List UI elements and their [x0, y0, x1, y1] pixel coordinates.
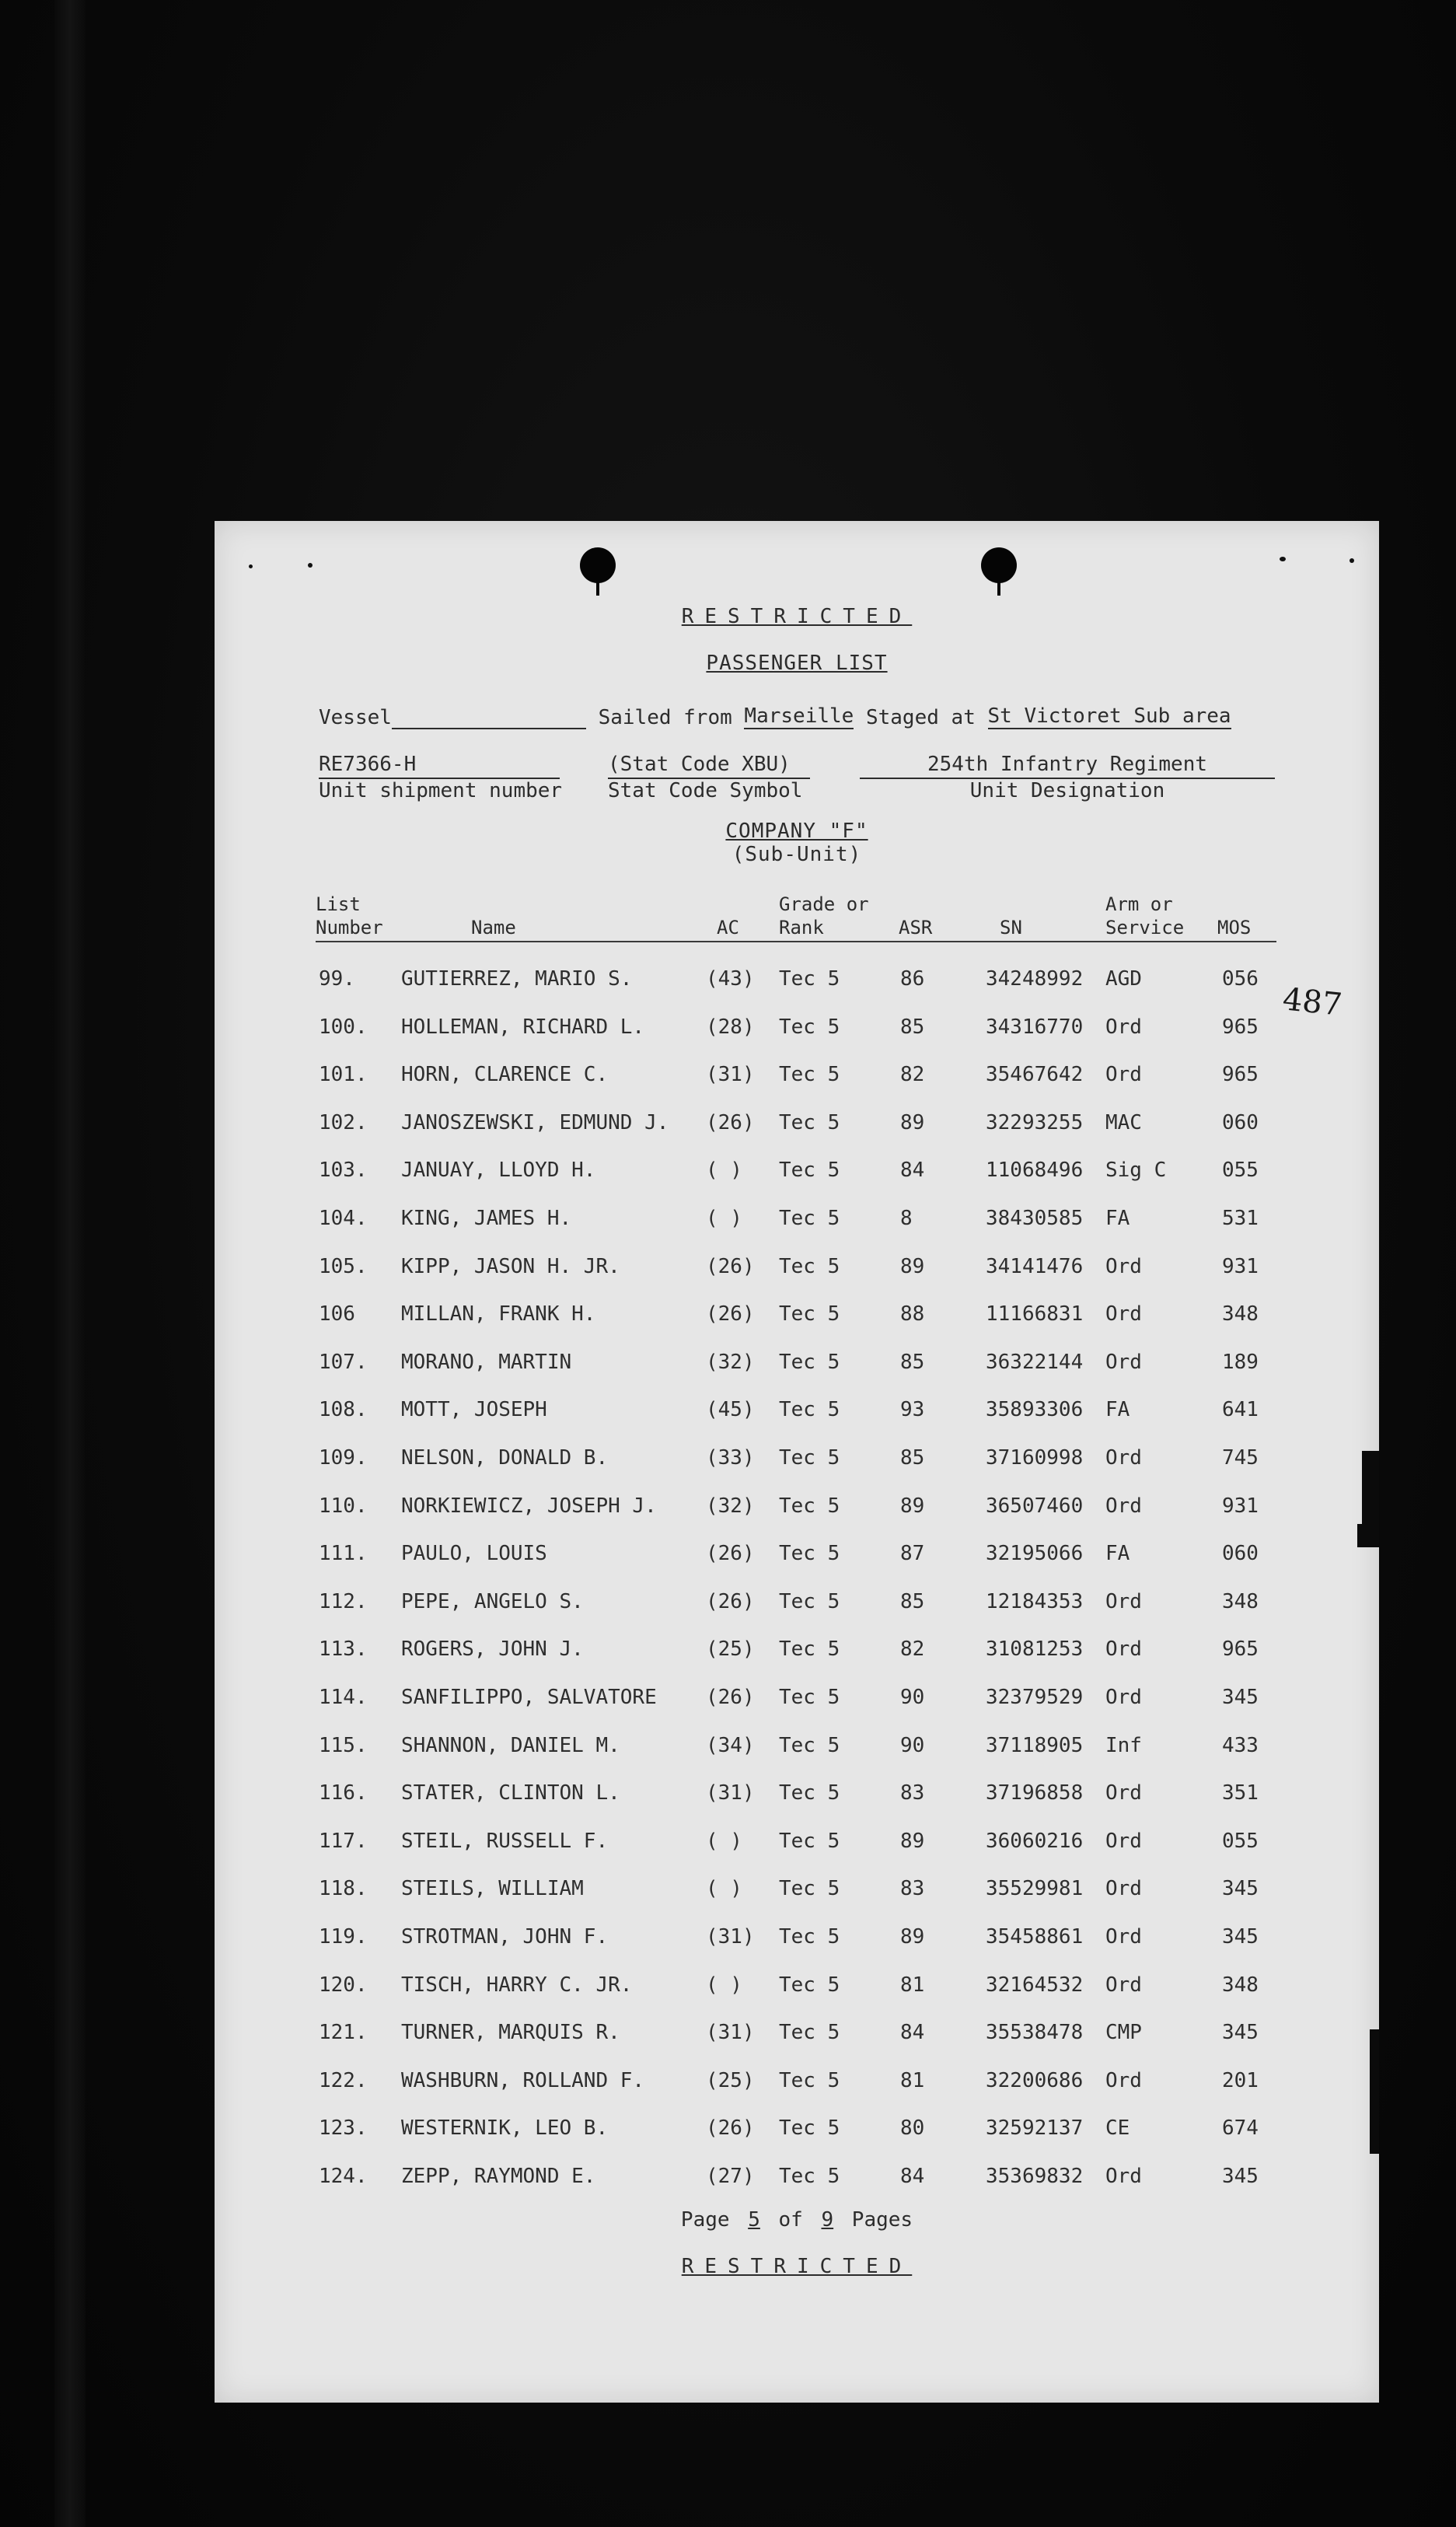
mos-code: 965 [1222, 1637, 1259, 1662]
list-number: 99. [319, 967, 355, 991]
list-number: 114. [319, 1686, 368, 1709]
age-code: ( ) [706, 1159, 742, 1183]
table-row [215, 1637, 1379, 1669]
grade-rank: Tec 5 [779, 2165, 840, 2188]
asr-score: 89 [900, 1110, 925, 1134]
list-number: 115. [319, 1733, 368, 1757]
age-code: (25) [706, 1637, 755, 1662]
arm-service: FA [1105, 1207, 1130, 1230]
passenger-name: JANOSZEWSKI, EDMUND J. [401, 1110, 669, 1134]
table-row [215, 1686, 1379, 1717]
unit-designation: 254th Infantry Regiment [860, 753, 1275, 779]
arm-service: Ord [1105, 1637, 1142, 1662]
mos-code: 531 [1222, 1207, 1259, 1230]
grade-rank: Tec 5 [779, 1829, 840, 1853]
shipment-field [319, 753, 562, 802]
age-code: (26) [706, 1302, 755, 1326]
age-code: (26) [706, 2116, 755, 2141]
serial-number: 32164532 [986, 1973, 1084, 1997]
passenger-name: MORANO, MARTIN [401, 1350, 572, 1374]
table-row [215, 1590, 1379, 1621]
age-code: (27) [706, 2165, 755, 2188]
serial-number: 32592137 [986, 2116, 1084, 2141]
list-number: 105. [319, 1254, 368, 1278]
page-total: 9 [821, 2208, 834, 2232]
asr-score: 81 [900, 1973, 925, 1997]
age-code: ( ) [706, 1973, 742, 1997]
serial-number: 36060216 [986, 1829, 1084, 1853]
asr-score: 88 [900, 1302, 925, 1326]
grade-rank: Tec 5 [779, 1589, 840, 1613]
mos-code: 201 [1222, 2068, 1259, 2092]
arm-service: Ord [1105, 1589, 1142, 1613]
serial-number: 35458861 [986, 1925, 1084, 1949]
passenger-name: TISCH, HARRY C. JR. [401, 1973, 633, 1997]
age-code: (26) [706, 1589, 755, 1613]
list-number: 120. [319, 1973, 368, 1997]
grade-rank: Tec 5 [779, 2068, 840, 2092]
document-page [215, 521, 1379, 2403]
arm-service: Ord [1105, 1925, 1142, 1949]
mos-code: 189 [1222, 1350, 1259, 1374]
header-rule [316, 941, 1276, 942]
list-number: 124. [319, 2165, 368, 2188]
age-code: (32) [706, 1350, 755, 1374]
col-sn: SN [1000, 917, 1022, 938]
asr-score: 84 [900, 2165, 925, 2188]
mos-code: 348 [1222, 1302, 1259, 1326]
table-row [215, 2021, 1379, 2052]
table-row [215, 2165, 1379, 2196]
mos-code: 965 [1222, 1015, 1259, 1039]
asr-score: 93 [900, 1398, 925, 1422]
mos-code: 055 [1222, 1159, 1259, 1183]
grade-rank: Tec 5 [779, 2116, 840, 2141]
mos-code: 345 [1222, 1877, 1259, 1901]
asr-score: 84 [900, 2021, 925, 2045]
age-code: (31) [706, 1781, 755, 1805]
asr-score: 85 [900, 1015, 925, 1039]
list-number: 110. [319, 1494, 368, 1518]
passenger-name: JANUAY, LLOYD H. [401, 1159, 596, 1183]
table-row [215, 1255, 1379, 1286]
age-code: (31) [706, 2021, 755, 2045]
table-row [215, 2116, 1379, 2148]
age-code: (26) [706, 1254, 755, 1278]
asr-score: 85 [900, 1446, 925, 1470]
table-row [215, 1446, 1379, 1477]
mos-code: 931 [1222, 1494, 1259, 1518]
mos-code: 351 [1222, 1781, 1259, 1805]
asr-score: 89 [900, 1494, 925, 1518]
restricted-footer: RESTRICTED [681, 2255, 913, 2278]
arm-service: Ord [1105, 1350, 1142, 1374]
age-code: (26) [706, 1686, 755, 1709]
col-age: AC [717, 917, 739, 938]
col-grade: Grade or Rank [779, 893, 869, 938]
serial-number: 36507460 [986, 1494, 1084, 1518]
vessel-line [319, 704, 1231, 729]
staged-value: St Victoret Sub area [987, 704, 1231, 728]
asr-score: 87 [900, 1542, 925, 1566]
list-number: 102. [319, 1110, 368, 1134]
asr-score: 83 [900, 1781, 925, 1805]
mos-code: 055 [1222, 1829, 1259, 1853]
passenger-name: PAULO, LOUIS [401, 1542, 547, 1566]
list-number: 104. [319, 1207, 368, 1230]
list-number: 119. [319, 1925, 368, 1949]
grade-rank: Tec 5 [779, 967, 840, 991]
grade-rank: Tec 5 [779, 1446, 840, 1470]
list-number: 117. [319, 1829, 368, 1853]
arm-service: Ord [1105, 1254, 1142, 1278]
mos-code: 348 [1222, 1589, 1259, 1613]
arm-service: AGD [1105, 967, 1142, 991]
grade-rank: Tec 5 [779, 1733, 840, 1757]
passenger-name: KING, JAMES H. [401, 1207, 572, 1230]
list-number: 101. [319, 1063, 368, 1087]
table-row [215, 1111, 1379, 1142]
table-row [215, 967, 1379, 998]
mos-code: 965 [1222, 1063, 1259, 1087]
list-number: 108. [319, 1398, 368, 1422]
serial-number: 34316770 [986, 1015, 1084, 1039]
list-number: 103. [319, 1159, 368, 1183]
mos-code: 348 [1222, 1973, 1259, 1997]
passenger-name: KIPP, JASON H. JR. [401, 1254, 620, 1278]
asr-score: 82 [900, 1637, 925, 1662]
passenger-name: GUTIERREZ, MARIO S. [401, 967, 633, 991]
table-row [215, 1925, 1379, 1956]
vessel-label: Vessel [319, 706, 392, 729]
grade-rank: Tec 5 [779, 1494, 840, 1518]
mos-code: 931 [1222, 1254, 1259, 1278]
table-row [215, 1542, 1379, 1573]
age-code: (34) [706, 1733, 755, 1757]
list-number: 116. [319, 1781, 368, 1805]
asr-score: 89 [900, 1925, 925, 1949]
list-number: 107. [319, 1350, 368, 1374]
age-code: (26) [706, 1542, 755, 1566]
table-row [215, 1398, 1379, 1429]
passenger-name: STATER, CLINTON L. [401, 1781, 620, 1805]
grade-rank: Tec 5 [779, 1877, 840, 1901]
restricted-header: RESTRICTED [681, 605, 913, 628]
arm-service: CMP [1105, 2021, 1142, 2045]
age-code: (33) [706, 1446, 755, 1470]
subunit-value: COMPANY "F" [725, 820, 868, 843]
list-number: 112. [319, 1589, 368, 1613]
arm-service: Ord [1105, 1877, 1142, 1901]
page-of: of [778, 2208, 803, 2232]
serial-number: 36322144 [986, 1350, 1084, 1374]
grade-rank: Tec 5 [779, 1207, 840, 1230]
table-row [215, 2069, 1379, 2100]
asr-score: 86 [900, 967, 925, 991]
page-suffix: Pages [851, 2208, 913, 2232]
age-code: (25) [706, 2068, 755, 2092]
vessel-value [392, 728, 586, 729]
passenger-name: SHANNON, DANIEL M. [401, 1733, 620, 1757]
passenger-name: MILLAN, FRANK H. [401, 1302, 596, 1326]
col-mos: MOS [1217, 917, 1252, 938]
table-row [215, 1063, 1379, 1094]
page-current: 5 [748, 2208, 760, 2232]
age-code: (28) [706, 1015, 755, 1039]
col-list-number: List Number [316, 893, 383, 938]
grade-rank: Tec 5 [779, 1398, 840, 1422]
margin-page-number: 487 [1280, 981, 1344, 1023]
serial-number: 37160998 [986, 1446, 1084, 1470]
col-arm-service: Arm or Service [1105, 893, 1185, 938]
grade-rank: Tec 5 [779, 1254, 840, 1278]
serial-number: 35529981 [986, 1877, 1084, 1901]
arm-service: Ord [1105, 2165, 1142, 2188]
age-code: (32) [706, 1494, 755, 1518]
serial-number: 35369832 [986, 2165, 1084, 2188]
stat-code-label: Stat Code Symbol [608, 779, 803, 802]
arm-service: Ord [1105, 1494, 1142, 1518]
arm-service: Ord [1105, 1015, 1142, 1039]
table-row [215, 1015, 1379, 1047]
arm-service: Ord [1105, 1446, 1142, 1470]
grade-rank: Tec 5 [779, 1973, 840, 1997]
passenger-name: WASHBURN, ROLLAND F. [401, 2068, 645, 2092]
subunit-label: (Sub-Unit) [731, 843, 862, 866]
passenger-name: WESTERNIK, LEO B. [401, 2116, 609, 2141]
serial-number: 34141476 [986, 1254, 1084, 1278]
page-indicator [215, 2208, 1379, 2232]
table-row [215, 1207, 1379, 1238]
page-prefix: Page [680, 2208, 730, 2232]
passenger-name: STEILS, WILLIAM [401, 1877, 584, 1901]
table-row [215, 1973, 1379, 2004]
age-code: ( ) [706, 1877, 742, 1901]
passenger-name: STEIL, RUSSELL F. [401, 1829, 609, 1853]
asr-score: 85 [900, 1350, 925, 1374]
passenger-name: HOLLEMAN, RICHARD L. [401, 1015, 645, 1039]
list-number: 106 [319, 1302, 355, 1326]
mos-code: 345 [1222, 2165, 1259, 2188]
serial-number: 32379529 [986, 1686, 1084, 1709]
arm-service: Ord [1105, 1829, 1142, 1853]
arm-service: MAC [1105, 1110, 1142, 1134]
age-code: ( ) [706, 1207, 742, 1230]
table-row [215, 1830, 1379, 1861]
grade-rank: Tec 5 [779, 1110, 840, 1134]
mos-code: 745 [1222, 1446, 1259, 1470]
serial-number: 35538478 [986, 2021, 1084, 2045]
arm-service: FA [1105, 1542, 1130, 1566]
table-row [215, 1302, 1379, 1333]
asr-score: 80 [900, 2116, 925, 2141]
serial-number: 38430585 [986, 1207, 1084, 1230]
age-code: (26) [706, 1110, 755, 1134]
list-number: 122. [319, 2068, 368, 2092]
mos-code: 060 [1222, 1110, 1259, 1134]
mos-code: 345 [1222, 1686, 1259, 1709]
passenger-name: TURNER, MARQUIS R. [401, 2021, 620, 2045]
age-code: (31) [706, 1925, 755, 1949]
staged-label: Staged at [865, 706, 976, 729]
table-row [215, 1877, 1379, 1908]
arm-service: Ord [1105, 1781, 1142, 1805]
passenger-name: HORN, CLARENCE C. [401, 1063, 609, 1087]
list-number: 113. [319, 1637, 368, 1662]
serial-number: 35467642 [986, 1063, 1084, 1087]
passenger-name: STROTMAN, JOHN F. [401, 1925, 609, 1949]
mos-code: 674 [1222, 2116, 1259, 2141]
asr-score: 90 [900, 1686, 925, 1709]
grade-rank: Tec 5 [779, 1542, 840, 1566]
list-number: 100. [319, 1015, 368, 1039]
grade-rank: Tec 5 [779, 1781, 840, 1805]
asr-score: 89 [900, 1254, 925, 1278]
passenger-name: MOTT, JOSEPH [401, 1398, 547, 1422]
asr-score: 89 [900, 1829, 925, 1853]
designation-label: Unit Designation [969, 779, 1165, 802]
grade-rank: Tec 5 [779, 2021, 840, 2045]
grade-rank: Tec 5 [779, 1159, 840, 1183]
arm-service: Ord [1105, 2068, 1142, 2092]
serial-number: 11068496 [986, 1159, 1084, 1183]
table-row [215, 1734, 1379, 1765]
asr-score: 85 [900, 1589, 925, 1613]
designation-field [860, 753, 1275, 802]
grade-rank: Tec 5 [779, 1302, 840, 1326]
serial-number: 37196858 [986, 1781, 1084, 1805]
mos-code: 345 [1222, 1925, 1259, 1949]
grade-rank: Tec 5 [779, 1350, 840, 1374]
mos-code: 345 [1222, 2021, 1259, 2045]
arm-service: Ord [1105, 1063, 1142, 1087]
grade-rank: Tec 5 [779, 1015, 840, 1039]
list-number: 111. [319, 1542, 368, 1566]
arm-service: CE [1105, 2116, 1130, 2141]
table-row [215, 1159, 1379, 1190]
asr-score: 82 [900, 1063, 925, 1087]
grade-rank: Tec 5 [779, 1686, 840, 1709]
grade-rank: Tec 5 [779, 1063, 840, 1087]
arm-service: Ord [1105, 1686, 1142, 1709]
asr-score: 90 [900, 1733, 925, 1757]
serial-number: 11166831 [986, 1302, 1084, 1326]
passenger-name: ZEPP, RAYMOND E. [401, 2165, 596, 2188]
shipment-label: Unit shipment number [319, 779, 563, 802]
serial-number: 34248992 [986, 967, 1084, 991]
serial-number: 32293255 [986, 1110, 1084, 1134]
passenger-name: NELSON, DONALD B. [401, 1446, 609, 1470]
serial-number: 37118905 [986, 1733, 1084, 1757]
mos-code: 433 [1222, 1733, 1259, 1757]
sailed-value: Marseille [744, 704, 854, 728]
age-code: (45) [706, 1398, 755, 1422]
arm-service: Ord [1105, 1973, 1142, 1997]
table-row [215, 1494, 1379, 1526]
col-asr: ASR [899, 917, 933, 938]
age-code: (31) [706, 1063, 755, 1087]
age-code: ( ) [706, 1829, 742, 1853]
serial-number: 32195066 [986, 1542, 1084, 1566]
passenger-name: SANFILIPPO, SALVATORE [401, 1686, 657, 1709]
asr-score: 84 [900, 1159, 925, 1183]
list-number: 109. [319, 1446, 368, 1470]
serial-number: 12184353 [986, 1589, 1084, 1613]
list-number: 118. [319, 1877, 368, 1901]
passenger-list-document [215, 521, 1379, 2403]
passenger-name: PEPE, ANGELO S. [401, 1589, 584, 1613]
list-number: 121. [319, 2021, 368, 2045]
age-code: (43) [706, 967, 755, 991]
shipment-number: RE7366-H [319, 753, 560, 779]
film-edge-strip [54, 0, 86, 2527]
serial-number: 31081253 [986, 1637, 1084, 1662]
table-row [215, 1781, 1379, 1812]
asr-score: 81 [900, 2068, 925, 2092]
arm-service: Ord [1105, 1302, 1142, 1326]
serial-number: 32200686 [986, 2068, 1084, 2092]
mos-code: 641 [1222, 1398, 1259, 1422]
arm-service: FA [1105, 1398, 1130, 1422]
mos-code: 060 [1222, 1542, 1259, 1566]
sailed-label: Sailed from [598, 706, 732, 729]
grade-rank: Tec 5 [779, 1637, 840, 1662]
arm-service: Inf [1105, 1733, 1142, 1757]
passenger-name: NORKIEWICZ, JOSEPH J. [401, 1494, 657, 1518]
col-name: Name [471, 917, 516, 938]
grade-rank: Tec 5 [779, 1925, 840, 1949]
stat-code-field [608, 753, 810, 802]
asr-score: 83 [900, 1877, 925, 1901]
table-row [215, 1351, 1379, 1382]
document-title: PASSENGER LIST [706, 652, 888, 675]
stat-code-value: (Stat Code XBU) [608, 753, 810, 779]
list-number: 123. [319, 2116, 368, 2141]
mos-code: 056 [1222, 967, 1259, 991]
serial-number: 35893306 [986, 1398, 1084, 1422]
arm-service: Sig C [1105, 1159, 1167, 1183]
passenger-name: ROGERS, JOHN J. [401, 1637, 584, 1662]
asr-score: 8 [900, 1207, 913, 1230]
